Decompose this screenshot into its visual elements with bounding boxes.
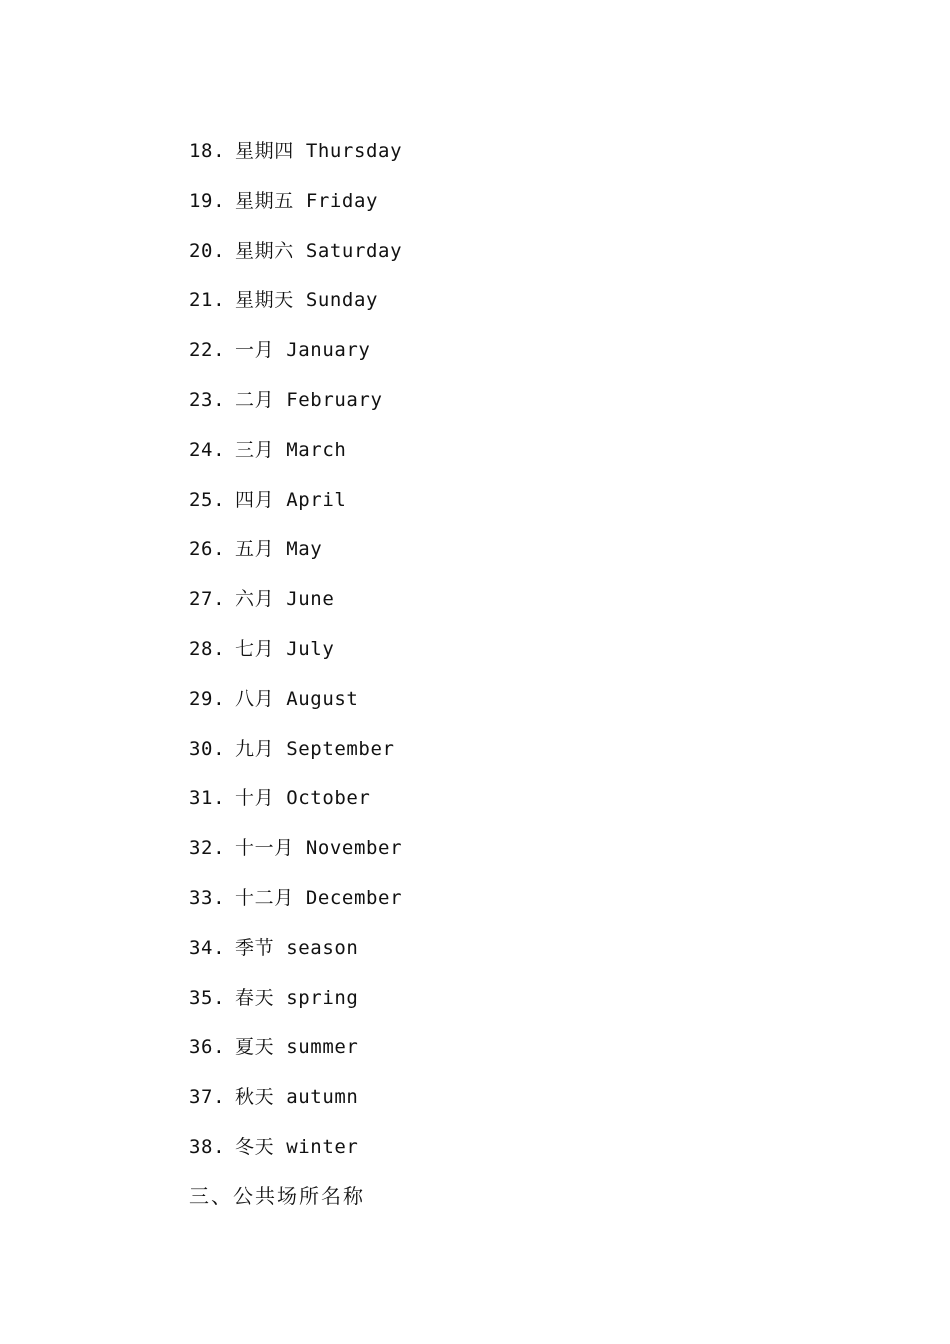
entry-english: November [305, 837, 403, 860]
entry-number: 37. [189, 1086, 226, 1109]
entry-number: 26. [189, 538, 226, 561]
entry-number: 21. [189, 289, 226, 312]
entry-number: 27. [189, 588, 226, 611]
entry-english: September [286, 737, 395, 760]
entry-english: January [286, 339, 371, 362]
vocab-entry [189, 634, 402, 684]
vocab-entry [189, 435, 402, 485]
entry-chinese: 二月 [235, 388, 275, 411]
entry-english: February [286, 388, 383, 411]
vocab-entry [189, 385, 402, 435]
vocab-entry [189, 485, 402, 535]
entry-chinese: 十二月 [235, 886, 294, 909]
entry-number: 29. [189, 687, 226, 710]
entry-number: 24. [189, 438, 226, 461]
vocab-entry [189, 883, 402, 933]
vocab-entry [189, 136, 402, 186]
entry-english: Sunday [305, 289, 379, 312]
entry-number: 35. [189, 986, 226, 1009]
entry-chinese: 夏天 [235, 1036, 275, 1059]
vocabulary-list [189, 136, 402, 1182]
entry-english: July [286, 637, 335, 660]
vocab-entry [189, 833, 402, 883]
vocab-entry [189, 285, 402, 335]
entry-english: December [305, 886, 403, 909]
vocab-entry [189, 335, 402, 385]
entry-english: Friday [305, 189, 379, 212]
vocab-entry [189, 684, 402, 734]
entry-chinese: 星期天 [235, 289, 294, 312]
entry-chinese: 秋天 [235, 1086, 275, 1109]
entry-chinese: 星期五 [235, 189, 294, 212]
entry-chinese: 五月 [235, 538, 275, 561]
vocab-entry [189, 933, 402, 983]
entry-english: summer [286, 1036, 359, 1059]
entry-english: March [286, 438, 347, 461]
entry-number: 25. [189, 488, 226, 511]
vocab-entry [189, 783, 402, 833]
entry-number: 33. [189, 886, 226, 909]
entry-chinese: 季节 [235, 936, 275, 959]
entry-chinese: 七月 [235, 637, 275, 660]
entry-chinese: 九月 [235, 737, 275, 760]
entry-chinese: 冬天 [235, 1135, 275, 1158]
entry-number: 19. [189, 189, 226, 212]
entry-chinese: 一月 [235, 339, 275, 362]
entry-chinese: 星期四 [235, 140, 294, 162]
entry-chinese: 春天 [235, 986, 275, 1009]
entry-number: 28. [189, 637, 226, 660]
entry-english: season [286, 936, 359, 959]
entry-english: June [286, 588, 335, 611]
entry-chinese: 十一月 [235, 837, 294, 860]
entry-chinese: 六月 [235, 588, 275, 611]
entry-chinese: 四月 [235, 488, 275, 511]
entry-chinese: 十月 [235, 787, 275, 810]
entry-number: 20. [189, 239, 226, 262]
entry-english: Saturday [305, 239, 403, 262]
vocab-entry [189, 186, 402, 236]
entry-number: 34. [189, 936, 226, 959]
entry-number: 36. [189, 1036, 226, 1059]
vocab-entry [189, 236, 402, 286]
entry-english: October [286, 787, 371, 810]
entry-english: autumn [286, 1086, 359, 1109]
entry-english: spring [286, 986, 359, 1009]
entry-number: 30. [189, 737, 226, 760]
entry-number: 23. [189, 388, 226, 411]
entry-number: 32. [189, 837, 226, 860]
vocab-entry [189, 534, 402, 584]
entry-chinese: 星期六 [235, 239, 294, 262]
section-heading: 三、公共场所名称 [189, 1184, 365, 1208]
entry-chinese: 三月 [235, 438, 275, 461]
entry-number: 22. [189, 339, 226, 362]
entry-number: 18. [189, 140, 226, 162]
vocab-entry [189, 1032, 402, 1082]
entry-english: winter [286, 1135, 359, 1158]
entry-english: April [286, 488, 347, 511]
vocab-entry [189, 584, 402, 634]
entry-number: 31. [189, 787, 226, 810]
vocab-entry [189, 983, 402, 1033]
entry-english: May [286, 538, 323, 561]
entry-number: 38. [189, 1135, 226, 1158]
entry-english: August [286, 687, 359, 710]
entry-chinese: 八月 [235, 687, 275, 710]
vocab-entry [189, 1132, 402, 1182]
vocab-entry [189, 734, 402, 784]
entry-english: Thursday [305, 140, 403, 162]
vocab-entry [189, 1082, 402, 1132]
